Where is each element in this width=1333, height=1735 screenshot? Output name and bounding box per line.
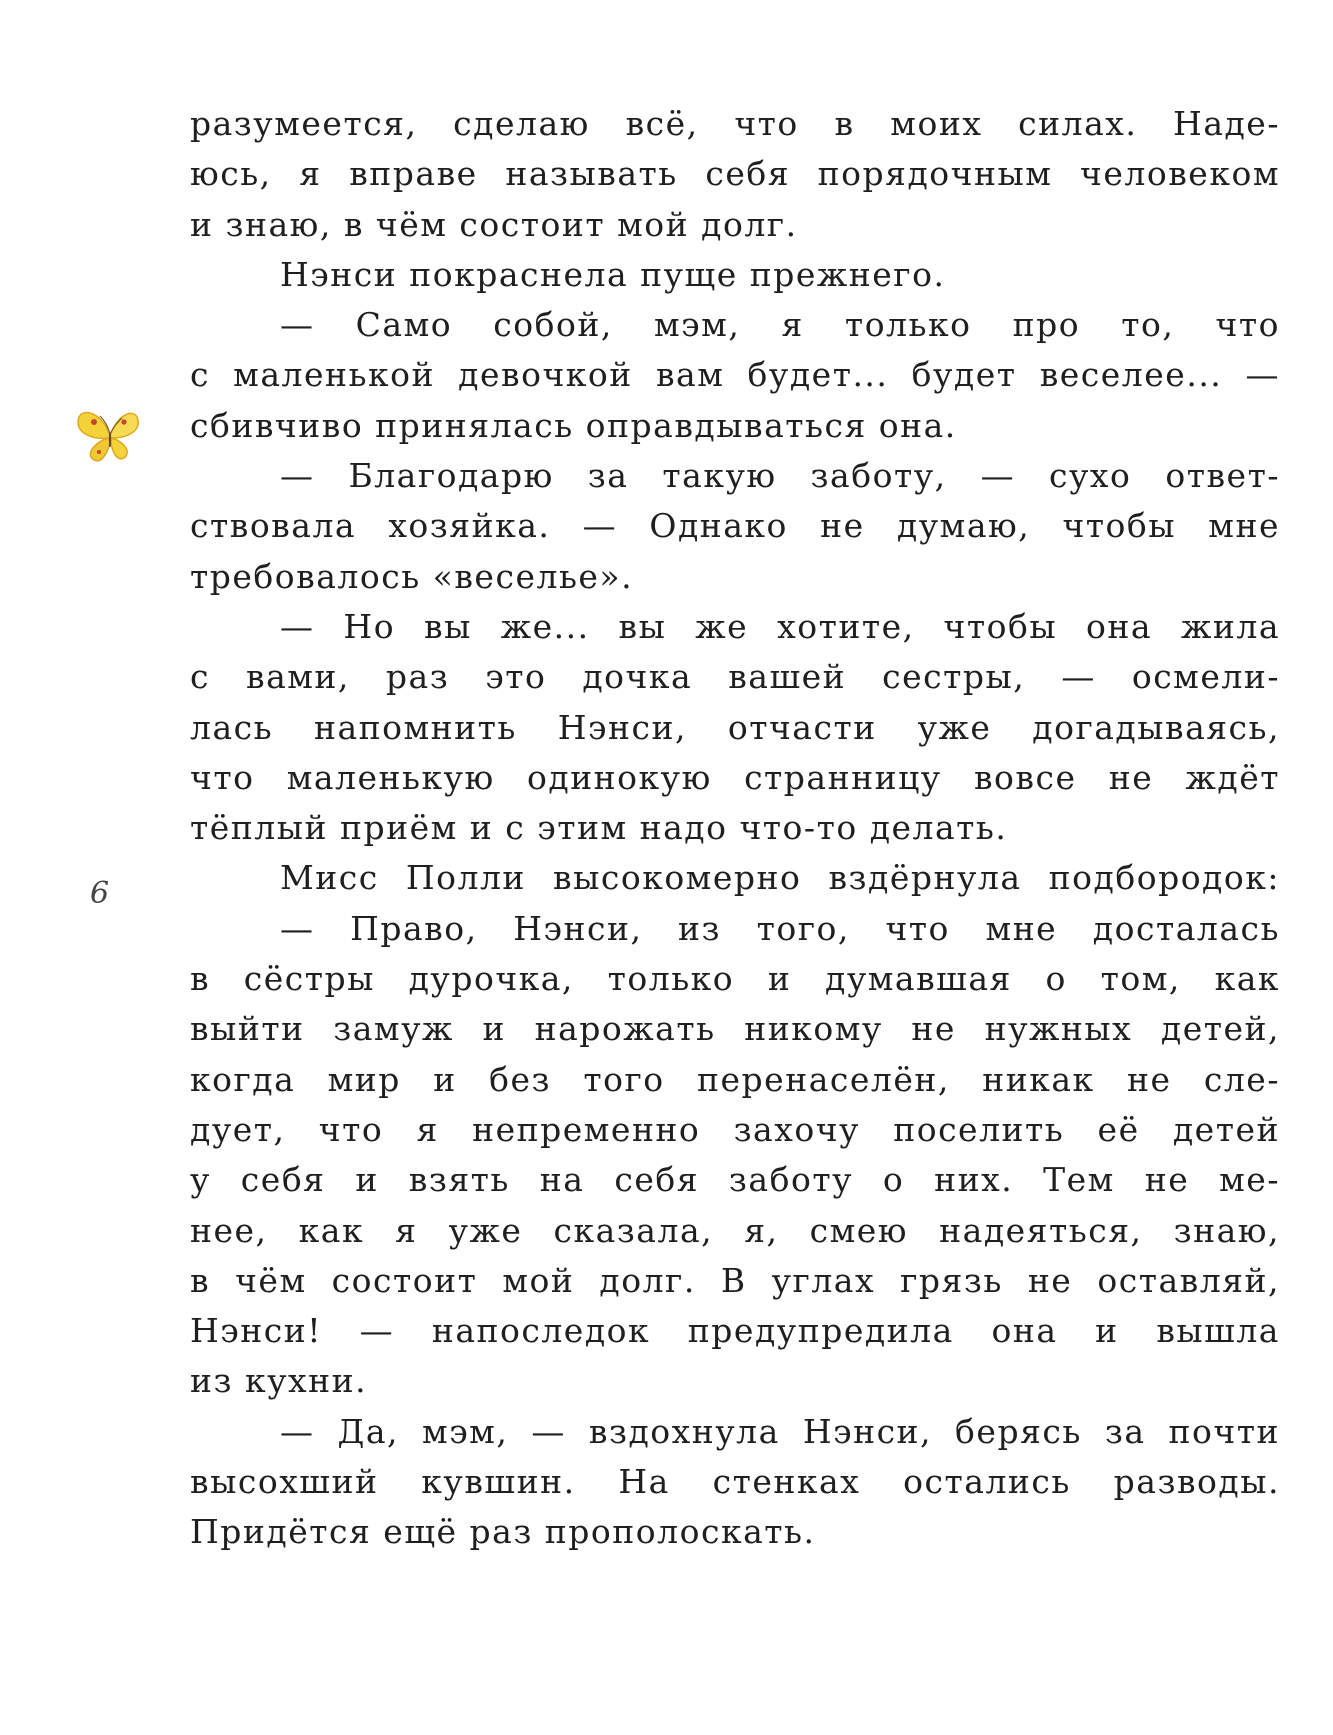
text-line: у себя и взять на себя заботу о них. Тем не ме- bbox=[190, 1160, 1280, 1200]
body-text bbox=[190, 99, 1280, 1558]
text-line: нее, как я уже сказала, я, смею надеяться, знаю, bbox=[190, 1210, 1280, 1250]
butterfly-icon bbox=[72, 402, 148, 466]
text-line: — Но вы же... вы же хотите, чтобы она жила bbox=[280, 606, 1280, 646]
text-line: высохший кувшин. На стенках остались разводы. bbox=[190, 1462, 1280, 1502]
text-line: Мисс Полли высокомерно вздёрнула подбородок: bbox=[280, 858, 1280, 898]
text-line: что маленькую одинокую странницу вовсе не ждёт bbox=[190, 757, 1280, 797]
text-line: тёплый приём и с этим надо что-то делать. bbox=[190, 808, 1008, 848]
text-line: Придётся ещё раз прополоскать. bbox=[190, 1512, 816, 1552]
text-line: — Само собой, мэм, я только про то, что bbox=[280, 305, 1280, 345]
text-line: — Благодарю за такую заботу, — сухо ответ- bbox=[280, 456, 1280, 496]
text-line: в чём состоит мой долг. В углах грязь не оставляй, bbox=[190, 1260, 1280, 1300]
text-line: с вами, раз это дочка вашей сестры, — осмели- bbox=[190, 657, 1280, 697]
text-line: ствовала хозяйка. — Однако не думаю, чтобы мне bbox=[190, 506, 1280, 546]
text-line: разумеется, сделаю всё, что в моих силах. Наде- bbox=[190, 104, 1280, 143]
text-line: юсь, я вправе называть себя порядочным человеком bbox=[190, 154, 1280, 194]
text-line: — Да, мэм, — вздохнула Нэнси, берясь за почти bbox=[280, 1411, 1280, 1451]
text-line: из кухни. bbox=[190, 1361, 368, 1401]
text-line: и знаю, в чём состоит мой долг. bbox=[190, 204, 798, 244]
text-line: — Право, Нэнси, из того, что мне досталась bbox=[280, 908, 1280, 948]
text-line: лась напомнить Нэнси, отчасти уже догадываясь, bbox=[190, 707, 1280, 747]
text-line: с маленькой девочкой вам будет... будет веселее... — bbox=[190, 355, 1280, 395]
text-line: Нэнси покраснела пуще прежнего. bbox=[280, 254, 946, 294]
text-line: когда мир и без того перенаселён, никак не сле- bbox=[190, 1059, 1280, 1099]
text-line: сбивчиво принялась оправдываться она. bbox=[190, 405, 957, 445]
text-line: дует, что я непременно захочу поселить её детей bbox=[190, 1109, 1280, 1149]
text-line: Нэнси! — напоследок предупредила она и вышла bbox=[190, 1311, 1280, 1351]
text-line: требовалось «веселье». bbox=[190, 556, 634, 596]
text-line: выйти замуж и нарожать никому не нужных детей, bbox=[190, 1009, 1280, 1049]
page-number: 6 bbox=[90, 876, 110, 911]
text-line: в сёстры дурочка, только и думавшая о том, как bbox=[190, 959, 1280, 999]
